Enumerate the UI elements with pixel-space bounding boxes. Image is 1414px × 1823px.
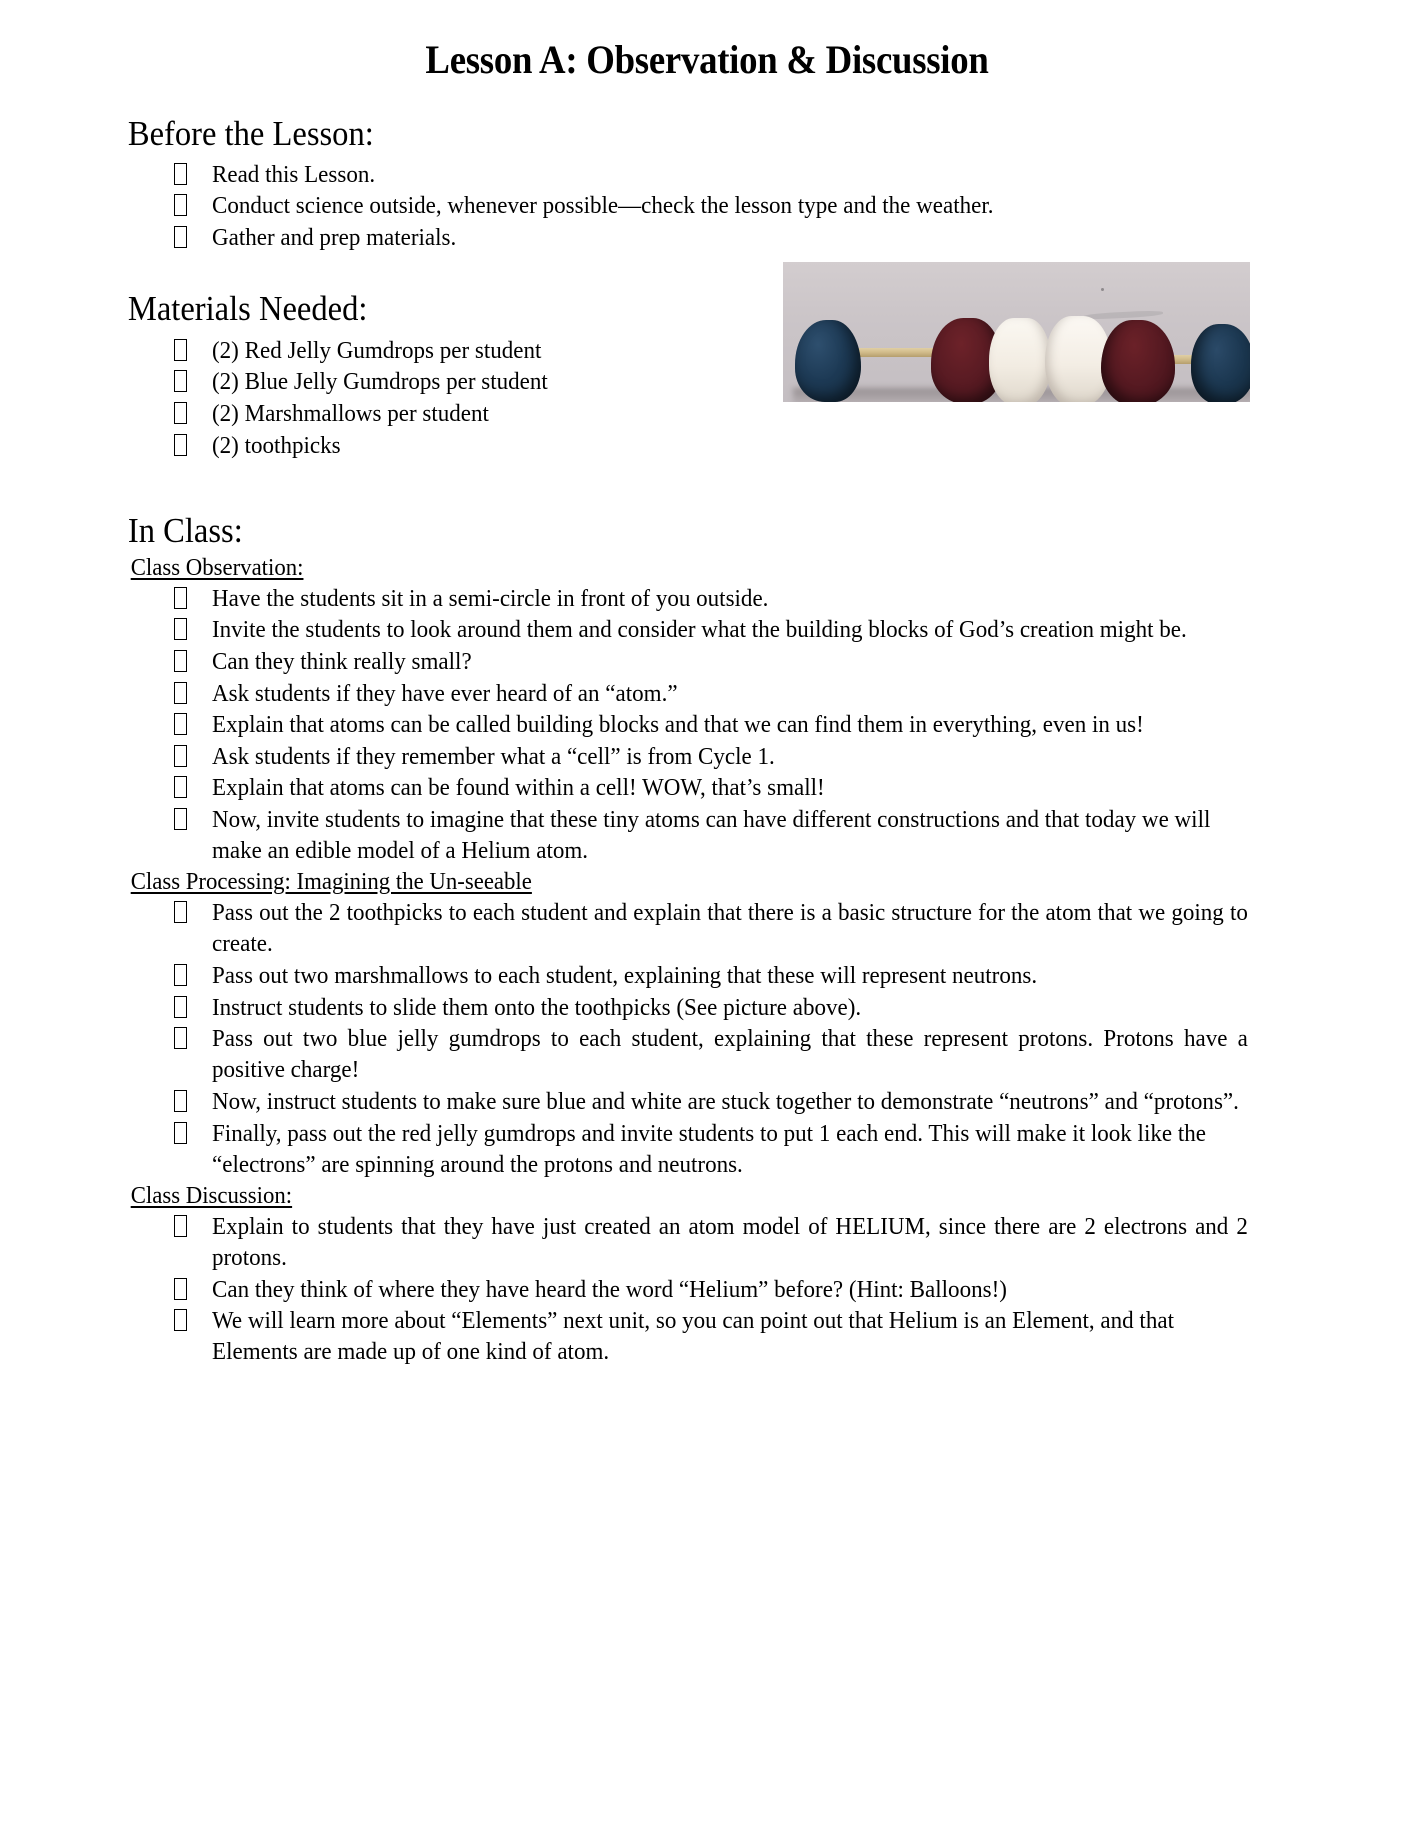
list-item[interactable] bbox=[100, 398, 832, 429]
checkbox-icon[interactable] bbox=[174, 1090, 187, 1112]
list-item[interactable] bbox=[100, 804, 1314, 866]
checkbox-icon[interactable] bbox=[174, 713, 187, 735]
checkbox-icon[interactable] bbox=[174, 745, 187, 767]
list-item[interactable] bbox=[100, 897, 1314, 959]
subheading-class-discussion-label: Class Discussion: bbox=[130, 1181, 293, 1209]
list-item-label: (2) Blue Jelly Gumdrops per student bbox=[212, 368, 548, 396]
list-item-label: Can they think really small? bbox=[212, 647, 472, 675]
heading-before-the-lesson: Before the Lesson: bbox=[127, 114, 374, 153]
list-item-label: Explain to students that they have just created an atom model of HELIUM, since there are 2 electrons and 2 protons. bbox=[212, 1213, 1248, 1272]
list-item[interactable] bbox=[100, 1086, 1314, 1117]
checkbox-icon[interactable] bbox=[174, 402, 187, 424]
page-title: Lesson A: Observation & Discussion bbox=[425, 37, 989, 82]
list-item-label: (2) toothpicks bbox=[212, 431, 341, 459]
subheading-class-processing-label: Class Processing: Imagining the Un-seeable bbox=[130, 868, 532, 896]
list-item[interactable] bbox=[100, 614, 1314, 645]
checkbox-icon[interactable] bbox=[174, 1215, 187, 1237]
checkbox-icon[interactable] bbox=[174, 194, 187, 216]
list-item-label: Pass out the 2 toothpicks to each student and explain that there is a basic structure for the atom that we going to create. bbox=[212, 899, 1248, 958]
before-the-lesson-block bbox=[100, 159, 1314, 253]
lesson-page bbox=[100, 0, 1314, 1823]
checkbox-icon[interactable] bbox=[174, 1309, 187, 1331]
checkbox-icon[interactable] bbox=[174, 226, 187, 248]
list-item[interactable] bbox=[100, 190, 1212, 221]
checkbox-icon[interactable] bbox=[174, 339, 187, 361]
list-item-label: Invite the students to look around them and consider what the building blocks of God’s creation might be. bbox=[212, 616, 1187, 644]
subheading-class-observation bbox=[100, 554, 1229, 582]
list-item-label: (2) Red Jelly Gumdrops per student bbox=[212, 336, 542, 364]
list-item[interactable] bbox=[100, 1305, 1314, 1367]
checkbox-icon[interactable] bbox=[174, 650, 187, 672]
checkbox-icon[interactable] bbox=[174, 587, 187, 609]
list-item[interactable] bbox=[100, 583, 1314, 614]
list-item-label: Instruct students to slide them onto the toothpicks (See picture above). bbox=[212, 993, 862, 1021]
class-discussion-block bbox=[100, 1211, 1314, 1368]
atom-model-photo bbox=[783, 262, 1250, 402]
blue-gumdrop-right bbox=[1191, 324, 1250, 402]
checkbox-icon[interactable] bbox=[174, 370, 187, 392]
list-item-label: Have the students sit in a semi-circle in front of you outside. bbox=[212, 584, 769, 612]
checkbox-icon[interactable] bbox=[174, 1278, 187, 1300]
list-item-label: Conduct science outside, whenever possible—check the lesson type and the weather. bbox=[212, 192, 994, 220]
heading-in-class: In Class: bbox=[127, 510, 243, 550]
list-item-label: Ask students if they have ever heard of an “atom.” bbox=[212, 679, 678, 707]
list-item-label: Pass out two blue jelly gumdrops to each student, explaining that these represent protons. Protons have a positive charge! bbox=[212, 1025, 1248, 1084]
list-item-label: Explain that atoms can be called building blocks and that we can find them in everything, even in us! bbox=[212, 711, 1144, 739]
list-item[interactable] bbox=[100, 159, 1212, 190]
checkbox-icon[interactable] bbox=[174, 1122, 187, 1144]
class-discussion-checklist bbox=[100, 1211, 1314, 1368]
list-item[interactable] bbox=[100, 678, 1314, 709]
list-item-label: Explain that atoms can be found within a cell! WOW, that’s small! bbox=[212, 774, 825, 802]
subheading-class-processing bbox=[100, 868, 1229, 896]
list-item[interactable] bbox=[100, 772, 1314, 803]
class-processing-checklist bbox=[100, 897, 1314, 1179]
list-item[interactable] bbox=[100, 1023, 1314, 1085]
marshmallow-left bbox=[989, 318, 1051, 402]
list-item[interactable] bbox=[100, 335, 832, 366]
subheading-class-observation-label: Class Observation: bbox=[130, 553, 304, 581]
checkbox-icon[interactable] bbox=[174, 901, 187, 923]
list-item[interactable] bbox=[100, 430, 832, 461]
checkbox-icon[interactable] bbox=[174, 964, 187, 986]
red-gumdrop-right bbox=[1101, 320, 1175, 402]
list-item[interactable] bbox=[100, 709, 1314, 740]
list-item-label: Gather and prep materials. bbox=[212, 223, 457, 251]
list-item-label: Finally, pass out the red jelly gumdrops and invite students to put 1 each end. This will make it look like the “electrons” are spinning around the protons and neutrons. bbox=[212, 1119, 1206, 1178]
checkbox-icon[interactable] bbox=[174, 682, 187, 704]
list-item-label: We will learn more about “Elements” next unit, so you can point out that Helium is an Element, and that Elements are made up of one kind of atom. bbox=[212, 1307, 1174, 1366]
list-item-label: Pass out two marshmallows to each student, explaining that these will represent neutrons. bbox=[212, 962, 1038, 990]
list-item-label: Read this Lesson. bbox=[212, 160, 376, 188]
list-item[interactable] bbox=[100, 960, 1314, 991]
list-item-label: Ask students if they remember what a “cell” is from Cycle 1. bbox=[212, 742, 775, 770]
list-item[interactable] bbox=[100, 366, 832, 397]
list-item-label: Now, invite students to imagine that these tiny atoms can have different constructions and that today we will make an edible model of a Helium atom. bbox=[212, 805, 1211, 865]
checkbox-icon[interactable] bbox=[174, 618, 187, 640]
list-item[interactable] bbox=[100, 1211, 1314, 1273]
checkbox-icon[interactable] bbox=[174, 996, 187, 1018]
atom-model-photo-content bbox=[783, 262, 1250, 402]
list-item[interactable] bbox=[100, 741, 1314, 772]
checkbox-icon[interactable] bbox=[174, 163, 187, 185]
subheading-class-discussion bbox=[100, 1182, 1229, 1210]
checkbox-icon[interactable] bbox=[174, 434, 187, 456]
list-item-label: Can they think of where they have heard the word “Helium” before? (Hint: Balloons!) bbox=[212, 1275, 1007, 1303]
list-item[interactable] bbox=[100, 992, 1314, 1023]
class-observation-checklist bbox=[100, 583, 1314, 866]
list-item[interactable] bbox=[100, 1118, 1314, 1180]
list-item-label: Now, instruct students to make sure blue and white are stuck together to demonstrate “neutrons” and “protons”. bbox=[212, 1088, 1239, 1115]
checkbox-icon[interactable] bbox=[174, 808, 187, 830]
class-processing-block bbox=[100, 897, 1314, 1179]
list-item[interactable] bbox=[100, 646, 1314, 677]
before-the-lesson-checklist bbox=[100, 159, 1314, 253]
list-item[interactable] bbox=[100, 1274, 1314, 1305]
list-item[interactable] bbox=[100, 222, 1212, 253]
checkbox-icon[interactable] bbox=[174, 776, 187, 798]
heading-materials-needed: Materials Needed: bbox=[127, 289, 368, 329]
class-observation-block bbox=[100, 583, 1314, 866]
checkbox-icon[interactable] bbox=[174, 1027, 187, 1049]
list-item-label: (2) Marshmallows per student bbox=[212, 400, 489, 428]
